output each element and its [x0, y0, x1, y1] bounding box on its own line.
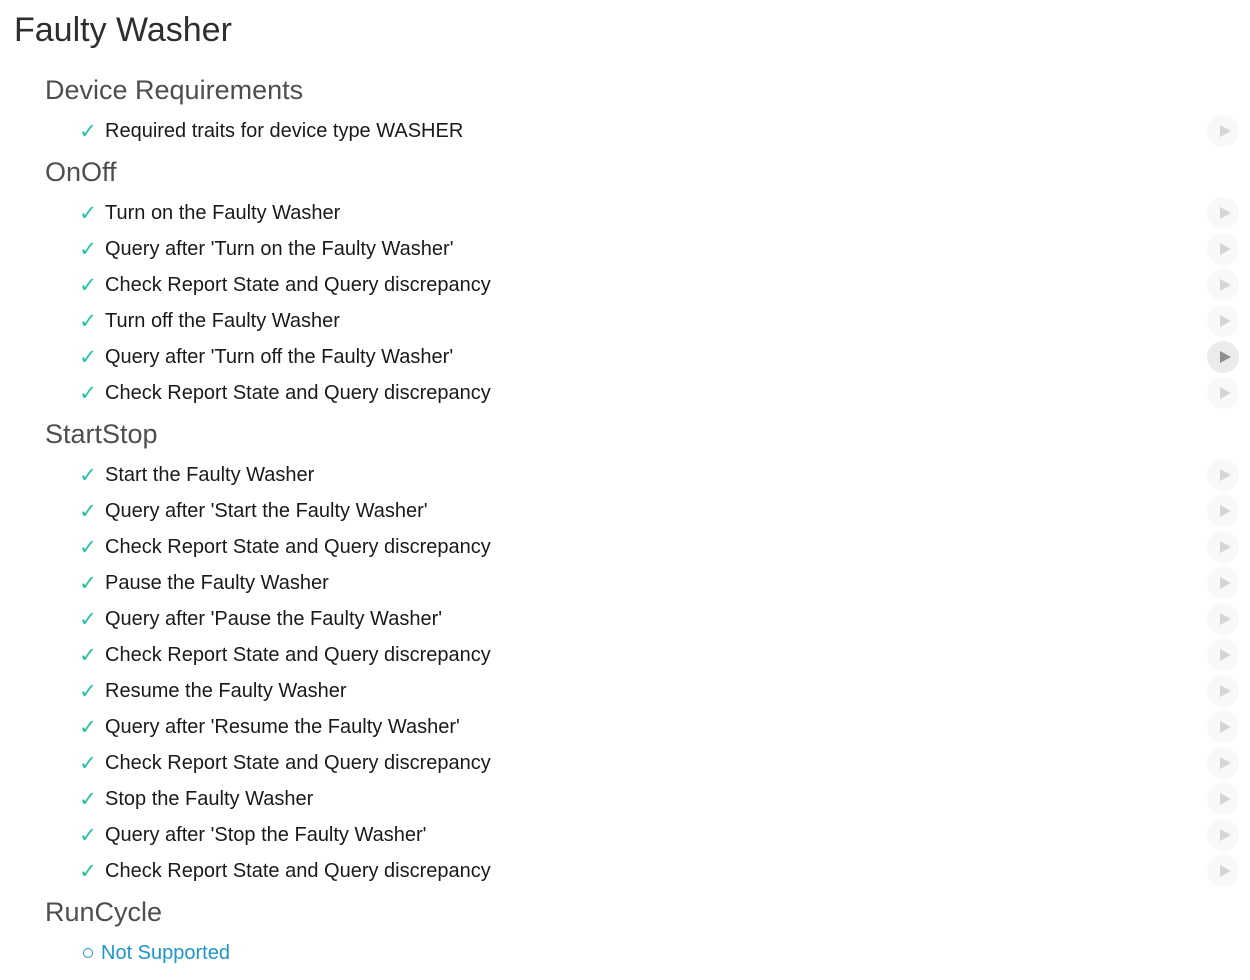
run-test-button[interactable]: [1207, 377, 1239, 409]
section-rows: [45, 935, 1250, 971]
pass-check-icon: ✓: [79, 273, 97, 297]
test-label: Turn on the Faulty Washer: [105, 201, 341, 224]
test-label: Query after 'Turn on the Faulty Washer': [105, 237, 454, 260]
test-label: Query after 'Resume the Faulty Washer': [105, 715, 460, 738]
pass-check-icon: ✓: [79, 119, 97, 143]
run-test-button[interactable]: [1207, 341, 1239, 373]
test-row: [45, 303, 1250, 339]
section-rows: [45, 457, 1250, 889]
not-supported-bullet-icon: [83, 948, 93, 958]
not-supported-link[interactable]: Not Supported: [101, 941, 230, 964]
test-row: [45, 817, 1250, 853]
test-label: Turn off the Faulty Washer: [105, 309, 340, 332]
run-test-button[interactable]: [1207, 567, 1239, 599]
play-icon: [1220, 243, 1231, 255]
test-row: [45, 745, 1250, 781]
pass-check-icon: ✓: [79, 607, 97, 631]
test-label: Query after 'Pause the Faulty Washer': [105, 607, 443, 630]
run-test-button[interactable]: [1207, 819, 1239, 851]
pass-check-icon: ✓: [79, 463, 97, 487]
run-test-button[interactable]: [1207, 855, 1239, 887]
play-icon: [1220, 829, 1231, 841]
play-icon: [1220, 685, 1231, 697]
section-title: RunCycle: [45, 897, 163, 927]
test-row: [45, 339, 1250, 375]
run-test-button[interactable]: [1207, 531, 1239, 563]
test-row: [45, 637, 1250, 673]
test-label: Start the Faulty Washer: [105, 463, 315, 486]
play-icon: [1220, 613, 1231, 625]
pass-check-icon: ✓: [79, 499, 97, 523]
test-row: [45, 709, 1250, 745]
test-row: [45, 457, 1250, 493]
run-test-button[interactable]: [1207, 269, 1239, 301]
play-icon: [1220, 757, 1231, 769]
play-icon: [1220, 541, 1231, 553]
test-row: [45, 493, 1250, 529]
pass-check-icon: ✓: [79, 237, 97, 261]
play-icon: [1220, 577, 1231, 589]
section-rows: [45, 113, 1250, 149]
play-icon: [1220, 279, 1231, 291]
test-label: Required traits for device type WASHER: [105, 119, 464, 142]
sections-container: [14, 73, 1250, 971]
test-label: Check Report State and Query discrepancy: [105, 751, 491, 774]
test-label: Check Report State and Query discrepancy: [105, 859, 491, 882]
test-row: [45, 853, 1250, 889]
play-icon: [1220, 865, 1231, 877]
test-row: [45, 113, 1250, 149]
test-row: [45, 601, 1250, 637]
run-test-button[interactable]: [1207, 783, 1239, 815]
page-title: Faulty Washer: [14, 11, 232, 49]
pass-check-icon: ✓: [79, 715, 97, 739]
test-section: [45, 417, 1250, 889]
run-test-button[interactable]: [1207, 233, 1239, 265]
test-label: Query after 'Turn off the Faulty Washer': [105, 345, 454, 368]
section-title: Device Requirements: [45, 75, 304, 105]
play-icon: [1220, 469, 1231, 481]
pass-check-icon: ✓: [79, 859, 97, 883]
pass-check-icon: ✓: [79, 823, 97, 847]
pass-check-icon: ✓: [79, 679, 97, 703]
section-title: StartStop: [45, 419, 158, 449]
run-test-button[interactable]: [1207, 675, 1239, 707]
play-icon: [1220, 315, 1231, 327]
pass-check-icon: ✓: [79, 643, 97, 667]
test-row: [45, 673, 1250, 709]
test-row: [45, 231, 1250, 267]
test-label: Resume the Faulty Washer: [105, 679, 347, 702]
play-icon: [1220, 351, 1231, 363]
test-label: Query after 'Stop the Faulty Washer': [105, 823, 427, 846]
run-test-button[interactable]: [1207, 747, 1239, 779]
play-icon: [1220, 125, 1231, 137]
play-icon: [1220, 649, 1231, 661]
test-section: [45, 895, 1250, 971]
test-row: [45, 375, 1250, 411]
pass-check-icon: ✓: [79, 535, 97, 559]
section-rows: [45, 195, 1250, 411]
test-label: Stop the Faulty Washer: [105, 787, 314, 810]
not-supported-row: [45, 935, 1250, 971]
test-label: Check Report State and Query discrepancy: [105, 381, 491, 404]
play-icon: [1220, 505, 1231, 517]
test-section: [45, 73, 1250, 149]
test-label: Query after 'Start the Faulty Washer': [105, 499, 428, 522]
pass-check-icon: ✓: [79, 309, 97, 333]
test-row: [45, 267, 1250, 303]
run-test-button[interactable]: [1207, 495, 1239, 527]
pass-check-icon: ✓: [79, 787, 97, 811]
play-icon: [1220, 387, 1231, 399]
test-row: [45, 781, 1250, 817]
run-test-button[interactable]: [1207, 115, 1239, 147]
test-row: [45, 195, 1250, 231]
play-icon: [1220, 793, 1231, 805]
section-title: OnOff: [45, 157, 117, 187]
test-row: [45, 565, 1250, 601]
test-label: Pause the Faulty Washer: [105, 571, 329, 594]
test-row: [45, 529, 1250, 565]
test-label: Check Report State and Query discrepancy: [105, 643, 491, 666]
test-label: Check Report State and Query discrepancy: [105, 273, 491, 296]
run-test-button[interactable]: [1207, 711, 1239, 743]
run-test-button[interactable]: [1207, 459, 1239, 491]
run-test-button[interactable]: [1207, 305, 1239, 337]
pass-check-icon: ✓: [79, 381, 97, 405]
play-icon: [1220, 207, 1231, 219]
pass-check-icon: ✓: [79, 345, 97, 369]
play-icon: [1220, 721, 1231, 733]
pass-check-icon: ✓: [79, 751, 97, 775]
run-test-button[interactable]: [1207, 197, 1239, 229]
pass-check-icon: ✓: [79, 571, 97, 595]
test-label: Check Report State and Query discrepancy: [105, 535, 491, 558]
run-test-button[interactable]: [1207, 603, 1239, 635]
pass-check-icon: ✓: [79, 201, 97, 225]
run-test-button[interactable]: [1207, 639, 1239, 671]
test-section: [45, 155, 1250, 411]
